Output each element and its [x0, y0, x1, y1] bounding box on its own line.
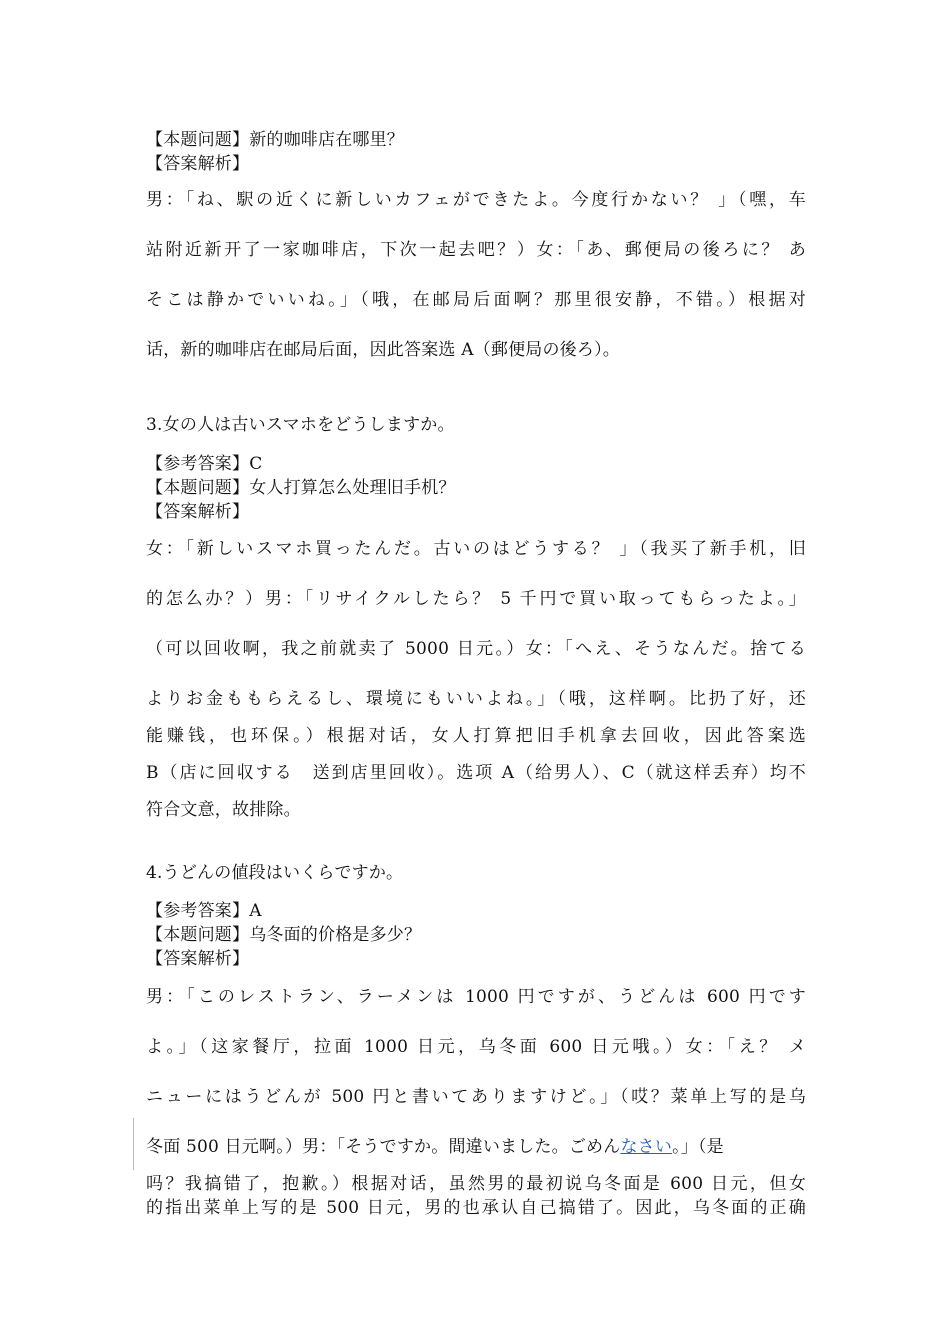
q4-analysis-line: よ。」（这家餐厅，拉面 1000 日元，乌冬面 600 日元哦。）女：「え？ メ [146, 1037, 806, 1057]
q2-question-line [146, 128, 806, 152]
q3-analysis-line: 的怎么办？）男：「リサイクルしたら？ 5 千円で買い取ってもらったよ。」 [146, 589, 806, 609]
q4-answer-value: A [249, 901, 262, 921]
q4-analysis-line [146, 1135, 806, 1159]
q3-answer-line [146, 452, 806, 476]
q3-analysis-line: 能赚钱，也环保。）根据对话，女人打算把旧手机拿去回收，因此答案选 [146, 726, 806, 746]
q4-analysis-line: ニューにはうどんが 500 円と書いてありますけど。」（哎？菜单上写的是乌 [146, 1087, 806, 1107]
q3-analysis-line: よりお金ももらえるし、環境にもいいよね。」（哦，这样啊。比扔了好，还 [146, 689, 806, 709]
q2-analysis-label: 【答案解析】 [146, 154, 250, 174]
q3-answer-label: 【参考答案】 [146, 454, 250, 474]
q2-analysis-line: そこは静かでいいね。」（哦，在邮局后面啊？那里很安静，不错。）根据对 [146, 290, 806, 310]
q3-question-text: 女人打算怎么处理旧手机？ [249, 478, 456, 498]
q4-analysis-line: 男：「このレストラン、ラーメンは 1000 円ですが、うどんは 600 円です [146, 987, 806, 1007]
q3-answer-value: C [249, 454, 263, 474]
q4-line4-start: 冬面 500 日元啊。）男：「そうですか。間違いました。ごめん [146, 1137, 621, 1157]
q2-analysis-line: 话，新的咖啡店在邮局后面，因此答案选 A（郵便局の後ろ）。 [146, 340, 620, 360]
q3-question-line [146, 476, 806, 500]
q4-question-line [146, 923, 806, 947]
q4-line4-end: 。」（是 [672, 1137, 724, 1157]
q2-analysis-line: 站附近新开了一家咖啡店，下次一起去吧？）女：「あ、郵便局の後ろに？ あ [146, 240, 806, 260]
q4-analysis-label: 【答案解析】 [146, 949, 250, 969]
q3-question-label: 【本题问题】 [146, 478, 250, 498]
q3-title: 3.女の人は古いスマホをどうしますか。 [146, 415, 455, 435]
q2-question-label: 【本题问题】 [146, 130, 250, 150]
nasai-link[interactable]: なさい [620, 1137, 673, 1157]
q3-analysis-line: B（店に回収する 送到店里回收）。选项 A（给男人）、C（就这样丢弃）均不 [146, 763, 806, 783]
q4-analysis-line: 吗？我搞错了，抱歉。）根据对话，虽然男的最初说乌冬面是 600 日元，但女 [146, 1174, 806, 1194]
q3-analysis-line: 符合文意，故排除。 [146, 800, 301, 820]
q4-answer-label: 【参考答案】 [146, 901, 250, 921]
q4-answer-line [146, 899, 806, 923]
q4-title: 4.うどんの値段はいくらですか。 [146, 863, 404, 883]
q4-analysis-line: 的指出菜单上写的是 500 日元，男的也承认自己搞错了。因此，乌冬面的正确 [146, 1198, 806, 1218]
q4-question-text: 乌冬面的价格是多少？ [249, 925, 422, 945]
revision-margin-bar [133, 1118, 134, 1170]
q3-analysis-line: （可以回收啊，我之前就卖了 5000 日元。）女：「へえ、そうなんだ。捨てる [146, 639, 806, 659]
q3-analysis-label: 【答案解析】 [146, 502, 250, 522]
q4-question-label: 【本题问题】 [146, 925, 250, 945]
q2-question-text: 新的咖啡店在哪里？ [249, 130, 405, 150]
q2-analysis-line: 男：「ね、駅の近くに新しいカフェができたよ。今度行かない？ 」（嘿，车 [146, 190, 806, 210]
q3-analysis-line: 女：「新しいスマホ買ったんだ。古いのはどうする？ 」（我买了新手机，旧 [146, 539, 806, 559]
